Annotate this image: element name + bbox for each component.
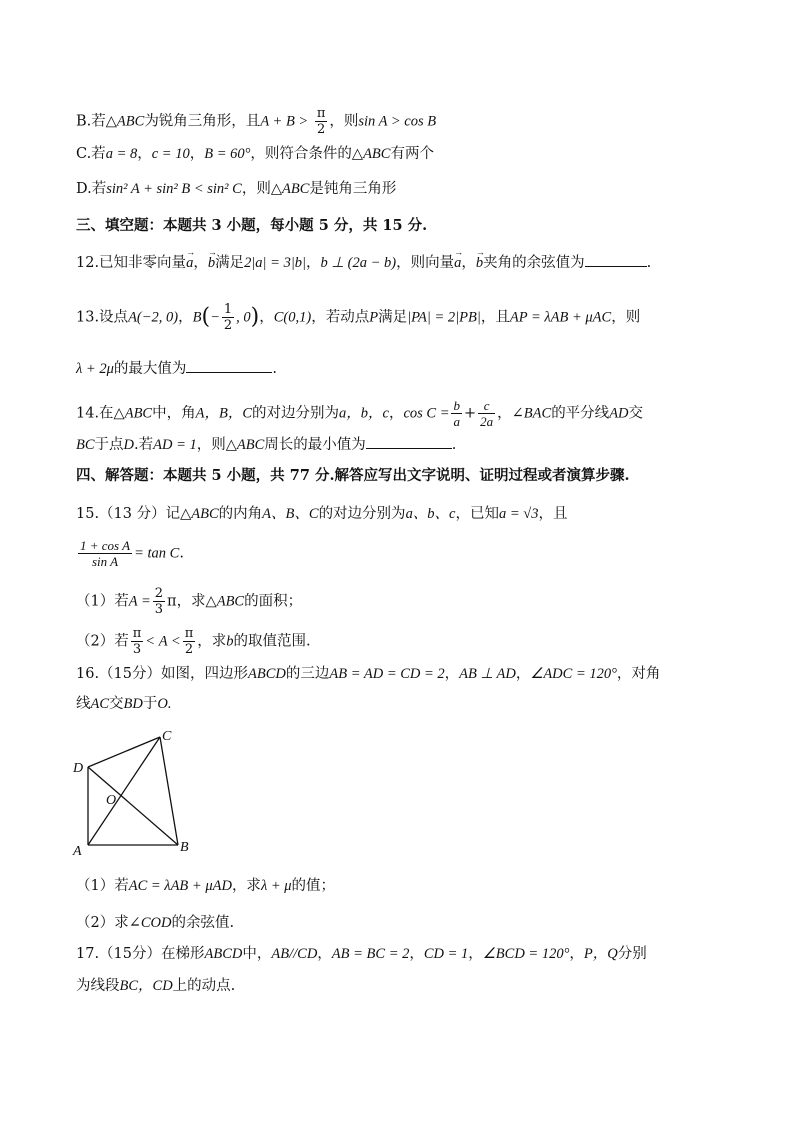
segment-cb bbox=[160, 737, 178, 845]
question-15-part-2: （2）若 $\frac{\pi}{3}$ < A < $\frac{\pi}{2}$ ，求b的取值范围. bbox=[76, 626, 311, 657]
fraction: $\frac{\text{1 + cos A}}{\text{sin A}}$ bbox=[80, 538, 131, 569]
quadrilateral-figure bbox=[70, 725, 200, 860]
question-15-part-1: （1）若A = $\frac{2}{3}$ π，求△ABC的面积； bbox=[76, 586, 303, 617]
question-16: 16.（15分）如图，四边形ABCD的三边AB = AD = CD = 2，AB ⊥ AD，∠ADC = 120°，对角 bbox=[76, 666, 661, 682]
question-13-cont: λ + 2μ的最大值为 . bbox=[76, 358, 277, 379]
question-14-cont: BC于点D.若AD = 1，则△ABC周长的最小值为 . bbox=[76, 434, 456, 455]
fraction: $\frac{c}{2a}$ bbox=[480, 398, 494, 429]
answer-blank[interactable] bbox=[186, 358, 272, 373]
question-12: 12.已知非零向量→ a，→ b满足2|a| = 3|b|，b ⊥ (2a − b)，则向量→ a，→ b夹角的余弦值为 . bbox=[76, 252, 651, 273]
fraction: $\frac{\pi}{2}$ bbox=[184, 626, 194, 657]
label-b: B bbox=[180, 840, 189, 855]
section-heading-solutions: 四、解答题：本题共 5 小题，共 77 分.解答应写出文字说明、证明过程或者演算步骤. bbox=[76, 467, 630, 484]
label-a: A bbox=[73, 844, 82, 859]
question-17-cont: 为线段BC，CD上的动点. bbox=[76, 978, 236, 994]
question-15: 15.（13 分）记△ABC的内角A、B、C的对边分别为a、b、c，已知a = √3，且 bbox=[76, 506, 568, 522]
option-d: D.若sin² A + sin² B < sin² C，则△ABC是钝角三角形 bbox=[76, 181, 397, 197]
fraction: $\frac{1}{2}$ bbox=[223, 302, 233, 333]
segment-dc bbox=[88, 737, 160, 767]
diagonal-bd bbox=[88, 767, 178, 845]
diagonal-ac bbox=[88, 737, 160, 845]
question-14: 14.在△ABC中，角A，B，C的对边分别为a，b，c，cos C = $\frac{b}{a}$ + $\frac{c}{2a}$ ，∠BAC的平分线AD交 bbox=[76, 398, 644, 429]
fraction: $\frac{b}{a}$ bbox=[453, 398, 460, 429]
question-16-cont: 线AC交BD于O. bbox=[76, 696, 172, 712]
answer-blank[interactable] bbox=[366, 434, 452, 449]
fraction: $\frac{\pi}{3}$ bbox=[132, 626, 142, 657]
section-heading-fill-in: 三、填空题：本题共 3 小题，每小题 5 分，共 15 分. bbox=[76, 217, 428, 234]
question-13: 13.设点A(−2, 0)，B(− $\frac{1}{2}$ , 0)，C(0,1)，若动点P满足|PA| = 2|PB|，且AP = λAB + μAC，则 bbox=[76, 302, 641, 333]
answer-blank[interactable] bbox=[585, 252, 647, 267]
question-17: 17.（15分）在梯形ABCD中，AB//CD，AB = BC = 2，CD = 1，∠BCD = 120°，P，Q分别 bbox=[76, 946, 647, 962]
label-d: D bbox=[73, 761, 84, 776]
question-16-part-2: （2）求∠COD的余弦值. bbox=[76, 915, 235, 931]
question-16-part-1: （1）若AC = λAB + μAD，求λ + μ的值； bbox=[76, 878, 336, 894]
label-o: O bbox=[106, 793, 117, 808]
fraction: $\frac{2}{3}$ bbox=[154, 586, 164, 617]
question-15-cont: $\frac{\text{1 + cos A}}{\text{sin A}}$ = tan C. bbox=[80, 538, 184, 569]
option-c: C.若a = 8，c = 10，B = 60°，则符合条件的△ABC有两个 bbox=[76, 146, 434, 162]
fraction: $\frac{\pi}{2}$ bbox=[316, 106, 326, 137]
option-b: B.若△ABC为锐角三角形，且A + B > $\frac{\pi}{2}$ ，则sin A > cos B bbox=[76, 106, 437, 137]
label-c: C bbox=[162, 729, 172, 744]
